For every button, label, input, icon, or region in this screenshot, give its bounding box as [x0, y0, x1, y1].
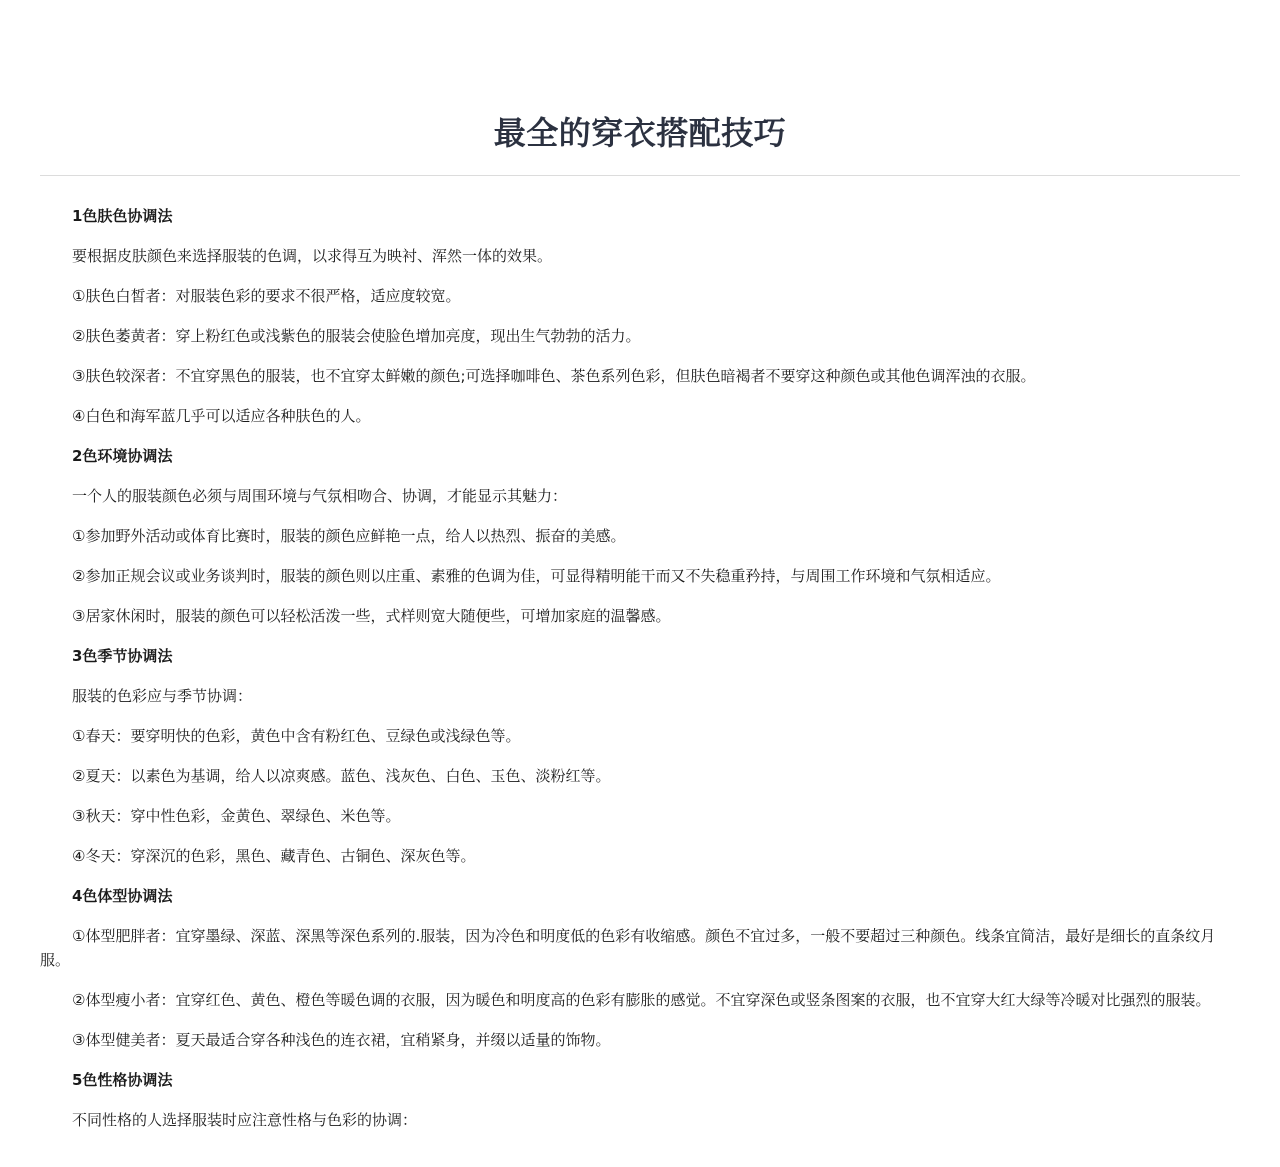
- paragraph: ①春天：要穿明快的色彩，黄色中含有粉红色、豆绿色或浅绿色等。: [72, 727, 521, 745]
- paragraph: ①参加野外活动或体育比赛时，服装的颜色应鲜艳一点，给人以热烈、振奋的美感。: [72, 527, 626, 545]
- paragraph: ④冬天：穿深沉的色彩，黑色、藏青色、古铜色、深灰色等。: [72, 847, 476, 865]
- section-heading: 3色季节协调法: [72, 647, 173, 665]
- section-heading: 2色环境协调法: [72, 447, 173, 465]
- paragraph: ①体型肥胖者：宜穿墨绿、深蓝、深黑等深色系列的.服装，因为冷色和明度低的色彩有收缩感。颜色不宜过多，一般不要超过三种颜色。线条宜简洁，最好是细长的直条纹月服。: [40, 927, 1216, 969]
- paragraph: ②体型瘦小者：宜穿红色、黄色、橙色等暖色调的衣服，因为暖色和明度高的色彩有膨胀的感觉。不宜穿深色或竖条图案的衣服，也不宜穿大红大绿等冷暖对比强烈的服装。: [72, 991, 1211, 1009]
- paragraph: ③居家休闲时，服装的颜色可以轻松活泼一些，式样则宽大随便些，可增加家庭的温馨感。: [72, 607, 671, 625]
- paragraph: ①肤色白皙者：对服装色彩的要求不很严格，适应度较宽。: [72, 287, 461, 305]
- paragraph: ③体型健美者：夏天最适合穿各种浅色的连衣裙，宜稍紧身，并缀以适量的饰物。: [72, 1031, 611, 1049]
- paragraph: ②参加正规会议或业务谈判时，服装的颜色则以庄重、素雅的色调为佳，可显得精明能干而又不失稳重矜持，与周围工作环境和气氛相适应。: [72, 567, 1001, 585]
- paragraph: 一个人的服装颜色必须与周围环境与气氛相吻合、协调，才能显示其魅力：: [72, 487, 568, 505]
- paragraph: ③秋天：穿中性色彩，金黄色、翠绿色、米色等。: [72, 807, 401, 825]
- section-heading: 5色性格协调法: [72, 1071, 173, 1089]
- paragraph: ④白色和海军蓝几乎可以适应各种肤色的人。: [72, 407, 371, 425]
- paragraph: ②肤色萎黄者：穿上粉红色或浅紫色的服装会使脸色增加亮度，现出生气勃勃的活力。: [72, 327, 641, 345]
- section-heading: 1色肤色协调法: [72, 207, 173, 225]
- page-title: 最全的穿衣搭配技巧: [493, 114, 787, 152]
- paragraph: 要根据皮肤颜色来选择服装的色调，以求得互为映衬、浑然一体的效果。: [72, 247, 553, 265]
- paragraph: 服装的色彩应与季节协调：: [72, 687, 253, 705]
- paragraph: 不同性格的人选择服装时应注意性格与色彩的协调：: [72, 1111, 418, 1129]
- section-heading: 4色体型协调法: [72, 887, 173, 905]
- paragraph: ③肤色较深者：不宜穿黑色的服装，也不宜穿太鲜嫩的颜色;可选择咖啡色、茶色系列色彩，但肤色暗褐者不要穿这种颜色或其他色调浑浊的衣服。: [72, 367, 1036, 385]
- paragraph: ②夏天：以素色为基调，给人以凉爽感。蓝色、浅灰色、白色、玉色、淡粉红等。: [72, 767, 611, 785]
- article-body: [40, 176, 1240, 1132]
- article-page: [40, 0, 1240, 1132]
